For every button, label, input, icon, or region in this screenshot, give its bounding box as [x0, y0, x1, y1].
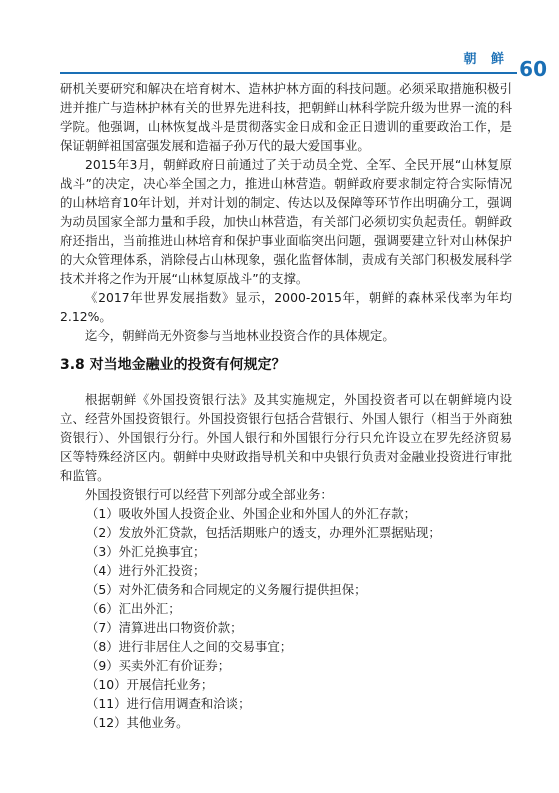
- paragraph-5: 根据朝鲜《外国投资银行法》及其实施规定，外国投资者可以在朝鲜境内设立、经营外国投资银行。外国投资银行包括合营银行、外国人银行（相当于外商独资银行）、外国银行分行。外国人银行和外国银行分行只允许设立在罗先经济贸易区等特殊经济区内。朝鲜中央财政指导机关和中央银行负责对金融业投资进行审批和监管。: [60, 392, 512, 483]
- list-item: （4）进行外汇投资；: [86, 563, 206, 578]
- list-item: （9）买卖外汇有价证券；: [86, 658, 231, 673]
- list-item: （10）开展信托业务；: [86, 677, 214, 692]
- paragraph-1: 研机关要研究和解决在培育树木、造林护林方面的科技问题。必须采取措施积极引进并推广与造林护林有关的世界先进科技，把朝鲜山林科学院升级为世界一流的科学院。他强调，山林恢复战斗是贯彻落实金日成和金正日遗训的重要政治工作，是保证朝鲜祖国富强发展和造福子孙万代的最大爱国事业。: [60, 81, 512, 153]
- running-header-country: 朝 鲜: [463, 52, 509, 67]
- page-header: [0, 0, 559, 80]
- list-item: （8）进行非居住人之间的交易事宜；: [86, 639, 293, 654]
- paragraph-2: 2015年3月，朝鲜政府日前通过了关于动员全党、全军、全民开展“山林复原战斗”的决定，决心举全国之力，推进山林营造。朝鲜政府要求制定符合实际情况的山林培育10年计划，并对计划的制定、传达以及保障等环节作出明确分工，强调为动员国家全部力量和手段，加快山林营造，有关部门必须切实负起责任。朝鲜政府还指出，当前推进山林培育和保护事业面临突出问题，强调要建立针对山林保护的大众管理体系，消除侵占山林现象，强化监督体制，责成有关部门积极发展科学技术并将之作为开展“山林复原战斗”的支撑。: [60, 157, 512, 286]
- section-heading: 3.8 对当地金融业的投资有何规定？: [60, 357, 286, 373]
- list-item: （6）汇出外汇；: [86, 601, 181, 616]
- list-item: （1）吸收外国人投资企业、外国企业和外国人的外汇存款；: [86, 506, 417, 521]
- paragraph-3: 《2017年世界发展指数》显示，2000-2015年，朝鲜的森林采伐率为年均2.12%。: [60, 290, 512, 324]
- list-item: （3）外汇兑换事宜；: [86, 544, 206, 559]
- list-item: （7）清算进出口物资价款；: [86, 620, 243, 635]
- page-number: 60: [519, 57, 547, 81]
- paragraph-6: 外国投资银行可以经营下列部分或全部业务：: [85, 487, 333, 502]
- paragraph-4: 迄今，朝鲜尚无外资参与当地林业投资合作的具体规定。: [85, 328, 395, 343]
- business-list: [60, 504, 512, 732]
- list-item: （5）对外汇债务和合同规定的义务履行提供担保；: [86, 582, 367, 597]
- list-item: （12）其他业务。: [86, 715, 189, 730]
- list-item: （11）进行信用调查和洽谈；: [86, 696, 251, 711]
- page-body: [60, 79, 512, 732]
- list-item: （2）发放外汇贷款，包括活期账户的透支，办理外汇票据贴现；: [86, 525, 441, 540]
- header-rule: [60, 72, 517, 74]
